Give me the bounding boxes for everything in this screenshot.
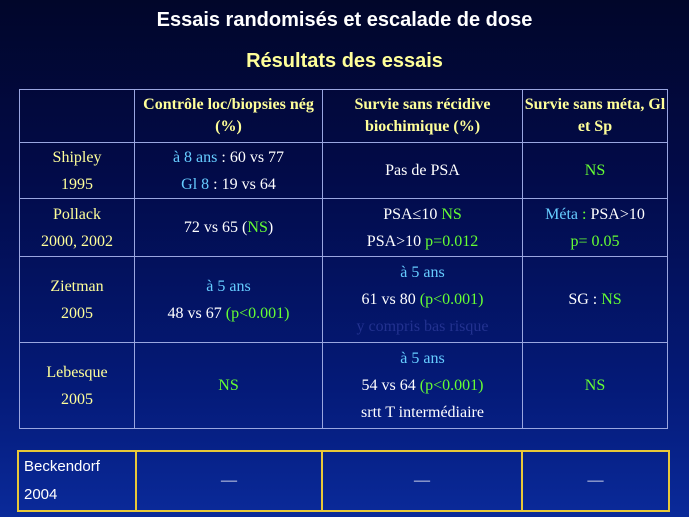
trial-year: 2000, 2002 (41, 232, 113, 250)
trial-year: 2005 (61, 304, 93, 322)
value-text: 48 vs 67 (167, 304, 226, 322)
trial-name-cell (18, 451, 136, 511)
trial-name: Lebesque (46, 363, 108, 381)
ns-value: NS (247, 219, 268, 236)
table-row (20, 143, 668, 199)
trial-name: Zietman (50, 277, 104, 295)
survie-meta-cell (523, 343, 668, 429)
survie-biochimique-cell: — (322, 451, 522, 511)
meta-label: Méta (545, 205, 579, 223)
trial-year: 1995 (61, 175, 93, 193)
p-value: p= 0.05 (570, 232, 620, 250)
time-label: à 5 ans (206, 277, 251, 295)
survie-meta-cell (523, 143, 668, 199)
ns-value: NS (584, 162, 606, 179)
ns-value: NS (584, 377, 606, 394)
value-text: : 19 vs 64 (209, 175, 276, 193)
ns-value: NS (601, 291, 622, 308)
time-label: à 5 ans (400, 350, 445, 367)
slide-title: Essais randomisés et escalade de dose (156, 9, 533, 31)
survie-biochimique-cell: Pas de PSA (323, 143, 523, 199)
survie-biochimique-cell (323, 257, 523, 343)
controle-cell (135, 143, 323, 199)
value-text: 72 vs 65 ( (183, 219, 248, 236)
note-text: y compris bas risque (356, 318, 489, 335)
survie-biochimique-cell (323, 199, 523, 257)
controle-cell (135, 199, 323, 257)
value-text: : 60 vs 77 (217, 148, 285, 166)
slide-subtitle: Résultats des essais (246, 50, 443, 72)
ns-value: NS (218, 377, 239, 394)
survie-meta-cell (523, 199, 668, 257)
survie-meta-cell: — (522, 451, 669, 511)
header-controle: Contrôle loc/biopsies nég (%) (135, 90, 323, 143)
controle-cell (135, 257, 323, 343)
time-label: à 5 ans (400, 264, 445, 281)
trial-year: 2004 (24, 486, 58, 503)
beckendorf-table (17, 450, 670, 512)
value-text: 61 vs 80 (361, 291, 420, 308)
p-value: p=0.012 (425, 232, 479, 250)
value-text: 54 vs 64 (361, 377, 420, 394)
trial-name-cell (20, 257, 135, 343)
trial-name-cell (20, 199, 135, 257)
value-text: PSA>10 (366, 232, 426, 250)
value-text: PSA≤10 (383, 205, 442, 223)
trial-name: Shipley (52, 148, 102, 166)
table-row (18, 451, 669, 511)
subgroup-label: Gl 8 (181, 175, 210, 193)
trial-name-cell (20, 343, 135, 429)
table-row (20, 199, 668, 257)
value-text: ) (267, 219, 274, 236)
ns-value: NS (441, 205, 462, 223)
survie-meta-cell (523, 257, 668, 343)
controle-cell (135, 343, 323, 429)
results-table (19, 89, 668, 429)
separator: : (578, 205, 591, 223)
note-text: srtt T intermédiaire (361, 404, 484, 421)
header-survie-biochimique: Survie sans récidive biochimique (%) (323, 90, 523, 143)
header-survie-meta: Survie sans méta, Gl et Sp (523, 90, 668, 143)
trial-year: 2005 (61, 390, 93, 408)
trial-name: Pollack (53, 205, 101, 223)
time-label: à 8 ans (172, 148, 218, 166)
controle-cell: — (136, 451, 322, 511)
value-text: PSA>10 (590, 205, 645, 223)
table-row (20, 343, 668, 429)
p-value: (p<0.001) (419, 377, 484, 394)
survie-biochimique-cell (323, 343, 523, 429)
header-empty (20, 90, 135, 143)
header-row (20, 90, 668, 143)
sg-label: SG : (568, 291, 602, 308)
trial-name: Beckendorf (24, 458, 100, 475)
p-value: (p<0.001) (225, 304, 290, 322)
trial-name-cell (20, 143, 135, 199)
p-value: (p<0.001) (419, 291, 484, 308)
table-row (20, 257, 668, 343)
